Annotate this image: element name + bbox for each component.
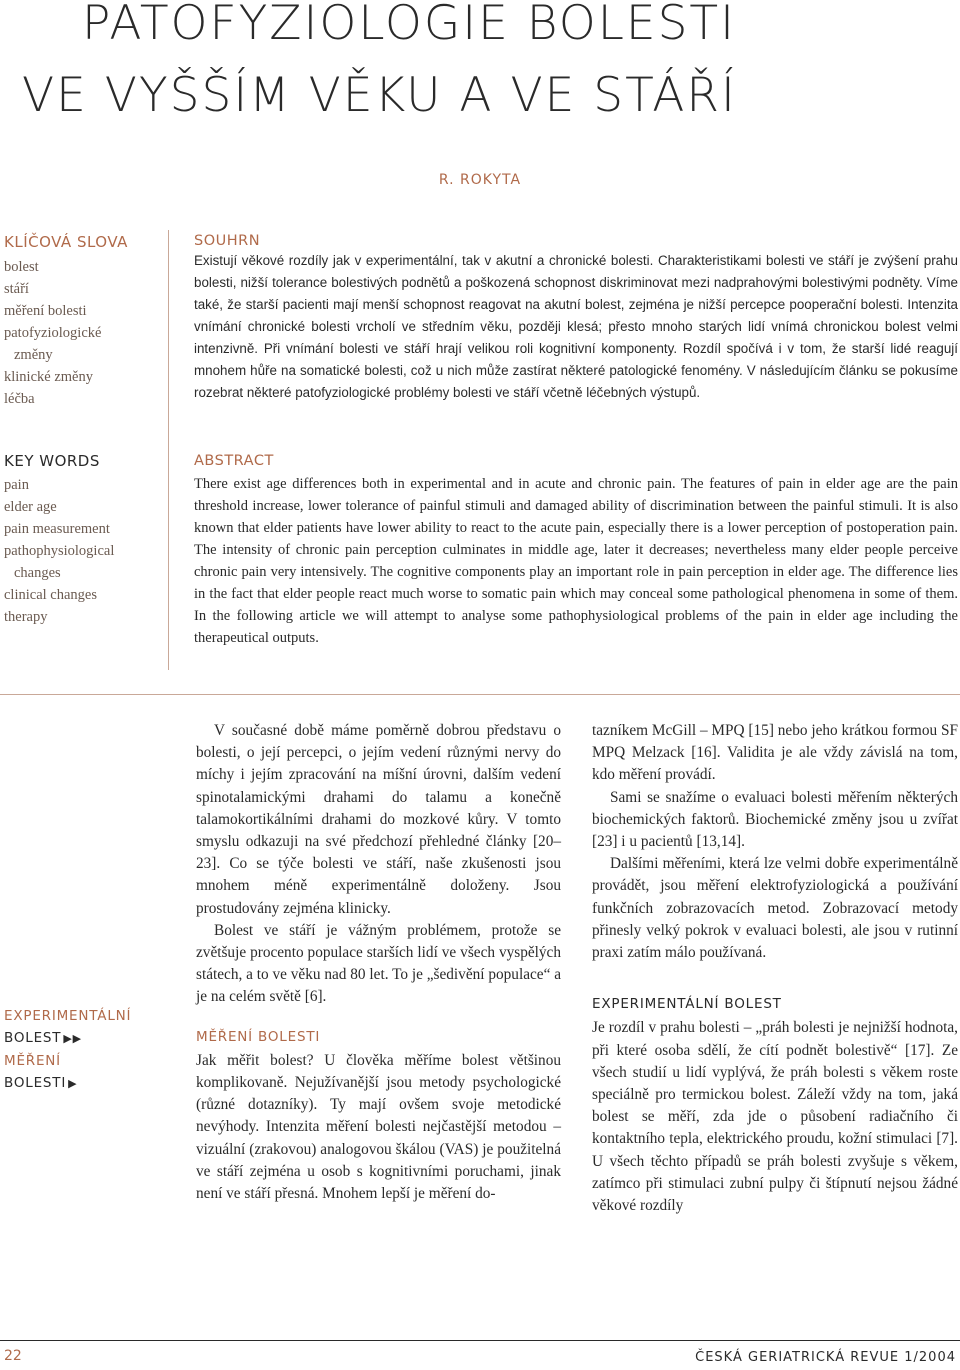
nav-experimental-label[interactable]: EXPERIMENTÁLNÍ xyxy=(4,1008,132,1024)
keywords-divider xyxy=(168,230,169,670)
paragraph: Dalšími měřeními, která lze velmi dobře experimentálně provádět, jsou měření elektrofyziologická a používání funkčních zobrazovacích metod. Zobrazovací metody přinesly velký pokrok v evaluaci bolesti, ale jsou v rutinní praxi zatím málo používaná. xyxy=(592,855,958,962)
nav-measurement-pain-label: BOLESTI xyxy=(4,1075,67,1091)
keyword: měření bolesti xyxy=(4,303,87,319)
measurement-heading: MĚŘENÍ BOLESTI xyxy=(196,1028,321,1045)
body-column-1 xyxy=(196,720,561,1205)
keyword: pathophysiological xyxy=(4,543,115,559)
keyword: stáří xyxy=(4,281,29,297)
keyword: klinické změny xyxy=(4,369,93,385)
keyword: pain measurement xyxy=(4,521,110,537)
author: R. ROKYTA xyxy=(438,172,522,188)
nav-experimental-pain-label: BOLEST xyxy=(4,1030,62,1046)
keyword: elder age xyxy=(4,499,57,515)
abstract-text: There exist age differences both in experimental and in acute and chronic pain. The features of pain in elder age are the pain threshold increase, lower tolerance of painful stimuli and damaged ability of discrimination between the painful stimuli. It is also known that elder patients have lower ability to react to the acute pain, especially there is a lower perception of postoperation pain. The intensity of chronic pain perception culminates in middle age, later it decreases; nevertheless many elder people perceive chronic pain very intensively. The cognitive components play an important role in pain perception in elder age. The difference lies in the fact that elder people react much worse to somatic pain which may conceal some pathological phenomena in some of them. In the following article we will attempt to analyse some pathophysiological problems of the pain in elder age including the therapeutical outputs. xyxy=(194,476,958,646)
section-divider xyxy=(0,694,960,695)
paragraph: V současné době máme poměrně dobrou představu o bolesti, o její percepci, o jejím vedení různými nervy do míchy i jejím zpracování na míšní úrovni, dalším vedení spinotalamickými drahami do talamu a konečně talamokortikálními drahami do mozkové kůry. V tomto smyslu odkazuji na své předchozí přehledné články [20–23]. Co se týče bolesti ve stáří, naše zkušenosti jsou mnohem méně experimentálně doloženy. Jsou prostudovány zejména klinicky. xyxy=(196,722,561,917)
keywords-en-list xyxy=(4,474,154,628)
title-line-2: VE VYŠŠÍM VĚKU A VE STÁŘÍ xyxy=(22,68,737,123)
paragraph: Jak měřit bolest? U člověka měříme bolest většinou komplikovaně. Nejužívanější jsou metody psychologické (různé dotazníky). Ty mají ovšem svoje metodické nevýhody. Intenzita měření bolesti nejčastější metodou – vizuální (zrakovou) analogovou škálou (VAS) je použitelná ve stáří zejména u osob s kognitivními poruchami, jinak není ve stáří přesná. Mnohem lepší je měření do- xyxy=(196,1051,561,1203)
paragraph: tazníkem McGill – MPQ [15] nebo jeho krátkou formou SF MPQ Melzack [16]. Validita je ale vždy závislá na tom, kdo měření provádí. xyxy=(592,722,958,784)
keyword: patofyziologické xyxy=(4,325,102,341)
souhrn-heading: SOUHRN xyxy=(194,233,261,249)
keyword: changes xyxy=(14,565,61,581)
journal-name: ČESKÁ GERIATRICKÁ REVUE 1/2004 xyxy=(695,1350,956,1365)
title-line-1: PATOFYZIOLOGIE BOLESTI xyxy=(82,0,736,51)
keyword: bolest xyxy=(4,259,39,275)
keywords-cz-title: KLÍČOVÁ SLOVA xyxy=(4,233,128,251)
nav-measurement-label[interactable]: MĚŘENÍ xyxy=(4,1053,61,1069)
double-chevron-right-icon: ▶▶ xyxy=(63,1032,82,1045)
souhrn-text: Existují věkové rozdíly jak v experimentální, tak v akutní a chronické bolesti. Charakteristikami bolesti ve stáří je zvýšení prahu bolesti, nižší tolerance bolestivých podnětů a poškozená schopnost diskriminovat mezi nadprahovými bolestivými podněty. Víme také, že starší pacienti mají menší schopnost reagovat na akutní bolest, zejména je nižší percepce pooperační bolesti. Intenzita vnímání chronické bolesti vrcholí ve středním věku, později klesá; přesto mnoho starých lidí vnímá chronickou bolest velmi intenzivně. Při vnímání bolesti ve stáří hrají velikou roli kognitivní komponenty. Rozdíl spočívá i v tom, že starší lidé reagují mnohem hůře na somatické bolesti, což u nich může zastírat některé patologické fenomény. V následujícím článku se pokusíme rozebrat některé patofyziologické problémy bolesti ve stáří včetně léčebných výstupů. xyxy=(194,253,958,400)
footer-rule xyxy=(0,1340,960,1341)
page-number: 22 xyxy=(4,1348,22,1364)
keywords-en-title: KEY WORDS xyxy=(4,452,100,470)
keyword: therapy xyxy=(4,609,48,625)
nav-measurement-pain[interactable] xyxy=(4,1072,164,1095)
paragraph: Sami se snažíme o evaluaci bolesti měřením některých biochemických faktorů. Biochemické změny jsou u zvířat [23] i u pacientů [13,14]. xyxy=(592,788,958,851)
keyword: léčba xyxy=(4,391,35,407)
chevron-right-icon: ▶ xyxy=(68,1077,78,1090)
experimental-pain-heading: EXPERIMENTÁLNÍ BOLEST xyxy=(592,996,782,1013)
keyword: pain xyxy=(4,477,29,493)
section-nav xyxy=(4,1005,164,1095)
keyword: změny xyxy=(14,347,53,363)
body-column-2 xyxy=(592,720,958,1217)
paragraph: Je rozdíl v prahu bolesti – „práh bolesti je nejnižší hodnota, při které osoba sdělí, že cítí podnět bolestivě“ [17]. Ze všech studií u lidí vyplývá, že práh bolesti s věkem roste speciálně pro termickou bolest. Záleží vždy na tom, jaká bolest se měří, zda jde o působení radiačního či kontaktního tepla, elektrického proudu, kožní stimulaci [7]. U všech těchto případů se práh bolesti zvyšuje s věkem, zatímco při stimulaci zubní pulpy či štípnutí nejsou žádné věkové rozdíly xyxy=(592,1019,958,1215)
keywords-cz-list xyxy=(4,256,154,410)
paragraph: Bolest ve stáří je vážným problémem, protože se zvětšuje procento populace starších lidí ve všech vyspělých státech, a to ve věku nad 80 let. To je „šedivění populace“ a je na celém světě [6]. xyxy=(196,921,561,1006)
abstract-heading: ABSTRACT xyxy=(194,453,274,469)
nav-experimental-pain[interactable] xyxy=(4,1027,164,1050)
keyword: clinical changes xyxy=(4,587,97,603)
